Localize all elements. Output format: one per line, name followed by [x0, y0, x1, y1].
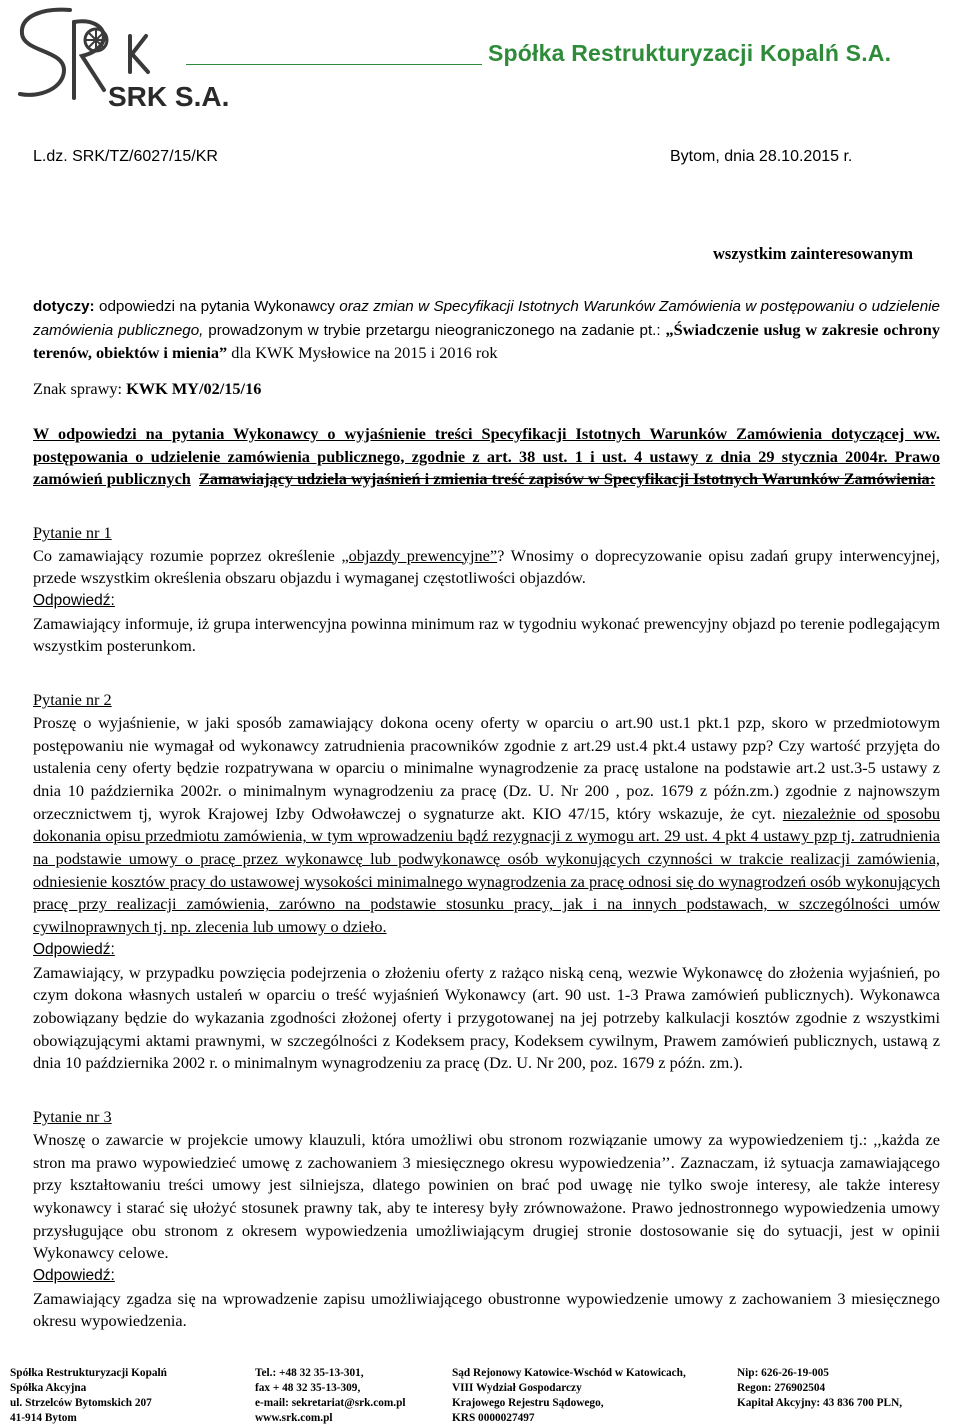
- q1-answer: Zamawiający informuje, iż grupa interwencyjna powinna minimum raz w tygodniu wykonać prewencyjny objazd po terenie podlegającym wszystkim posterunkom.: [33, 613, 940, 656]
- intro-paragraph: [33, 423, 940, 491]
- footer-line: e-mail: sekretariat@srk.com.pl: [255, 1397, 406, 1410]
- subject-title: „Świadczenie usług w zakresie ochrony terenów, obiektów i mienia”: [33, 319, 940, 363]
- subject-text-5: dla KWK Mysłowice na 2015 i 2016 rok: [227, 343, 498, 363]
- footer-line: Spółka Akcyjna: [10, 1382, 87, 1395]
- footer-contact: [255, 1366, 406, 1426]
- q3-answer: Zamawiający zgadza się na wprowadzenie zapisu umożliwiającego obustronne wypowiedzenie umowy z zachowaniem 3 miesięcznego okresu wypowiedzenia.: [33, 1288, 940, 1331]
- footer-line: VIII Wydział Gospodarczy: [452, 1382, 582, 1395]
- q2-question-part1: Proszę o wyjaśnienie, w jaki sposób zamawiający dokona oceny oferty w oparciu o art.90 ust.1 pkt.1 pzp, skoro w przedmiotowym postępowaniu nie wymagał od wykonawcy zatrudnienia pracowników zgodnie z art.29 ust.4 pkt.4 ustawy pzp? Czy wartość przyjęta do ustalenia ceny oferty będzie rozpatrywana w oparciu o minimalne wynagrodzenie za pracę ustalone na podstawie art.2 ust.3-5 ustawy z dnia 10 października 2002r. o minimalnym wynagrodzeniu za pracę (Dz. U. Nr 200 , poz. 1679 z późn.zm.) zgodnie z najnowszym orzecznictwem tj, wyrok Krajowej Izby Odwoławczej o sygnaturze akt. KIO 47/15, który wskazuje, że cyt.: [33, 712, 940, 823]
- subject-paragraph: [33, 296, 940, 366]
- intro-underlined: W odpowiedzi na pytania Wykonawcy o wyjaśnienie treści Specyfikacji Istotnych Warunków Zamówienia dotyczącej ww. postępowania o udzielenie zamówienia publicznego, zgodnie z art. 38 ust. 1 i ust. 4 ustawy z dnia 29 stycznia 2004r. Prawo zamówień publicznych: [33, 423, 940, 489]
- footer-line: Sąd Rejonowy Katowice-Wschód w Katowicach,: [452, 1367, 686, 1379]
- footer-line: ul. Strzelców Bytomskich 207: [10, 1397, 152, 1410]
- footer-line: KRS 0000027497: [452, 1412, 535, 1425]
- q2-answer-label: Odpowiedź:: [33, 940, 115, 958]
- footer-line: Nip: 626-26-19-005: [737, 1367, 829, 1379]
- reference-number: L.dz. SRK/TZ/6027/15/KR: [33, 148, 218, 165]
- header-rule: [186, 64, 482, 65]
- q1-question-part2: ? Wnosimy o doprecyzowanie opisu zadań grupy interwencyjnej, przede wszystkim określenia obszaru objazdu i wymaganej częstotliwości objazdów.: [33, 545, 940, 588]
- q2-heading: Pytanie nr 2: [33, 690, 112, 710]
- footer-financial: [737, 1366, 902, 1411]
- footer-line: www.srk.com.pl: [255, 1412, 333, 1425]
- q1-answer-label: Odpowiedź:: [33, 592, 115, 610]
- document-date: Bytom, dnia 28.10.2015 r.: [670, 148, 853, 165]
- footer-line: Tel.: +48 32 35-13-301,: [255, 1367, 364, 1379]
- footer-line: Kapitał Akcyjny: 43 836 700 PLN,: [737, 1397, 903, 1410]
- q2-question: [33, 712, 940, 939]
- q3-question: Wnoszę o zawarcie w projekcie umowy klauzuli, która umożliwi obu stronom rozwiązanie umowy za wypowiedzeniem tj.: ,,każda ze stron ma prawo wypowiedzieć umowę z zachowaniem 3 miesięcznego okresu wypowiedzenia’’. Zaznaczam, iż sytuacja zamawiającego przy kształtowaniu treści umowy jest silniejsza, dlatego powinien on brać pod uwagę nie tylko swoje interesy, ale także interesy wykonawcy i starać się ułożyć stosunek prawny tak, aby te interesy były zrównoważone. Prawo jednostronnego wypowiedzenia umowy przysługujące obu stronom z okresem wypowiedzenia umożliwiającym drugiej stronie dostosowanie się do sytuacji, jest w opinii Wykonawcy celowe.: [33, 1129, 940, 1263]
- srk-logo: [12, 2, 230, 112]
- subject-text-2: oraz zmian w Specyfikacji Istotnych Warunków Zamówienia w postępowaniu o udzielenie zamówienia publicznego,: [33, 298, 940, 339]
- q2-question-quote: niezależnie od sposobu dokonania opisu przedmiotu zamówienia, w tym wprowadzeniu bądź rezygnacji z wymogu art. 29 ust. 4 pkt 4 ustawy pzp tj. zatrudnienia na podstawie umowy o pracę przez wykonawcę lub podwykonawcę osób wykonujących czynności w trakcie realizacji zamówienia, odniesienie kosztów pracy do ustawowej wysokości minimalnego wynagrodzenia za pracę odnosi się do wynagrodzeń osób wykonujących pracę przy realizacji zamówienia, zarówno na podstawie stosunku pracy, jak i na innych podstawach, w szczególności umów cywilnoprawnych tj. np. zlecenia lub umowy o dzieło.: [33, 803, 940, 937]
- footer-line: 41-914 Bytom: [10, 1412, 77, 1425]
- recipient: wszystkim zainteresowanym: [713, 244, 913, 263]
- q1-question-part1: Co zamawiający rozumie poprzez określenie: [33, 545, 342, 565]
- intro-struck: Zamawiający udziela wyjaśnień i zmienia treść zapisów w Specyfikacji Istotnych Warunków Zamówienia:: [199, 469, 936, 489]
- q3-answer-label: Odpowiedź:: [33, 1267, 115, 1285]
- footer-line: Spółka Restrukturyzacji Kopalń: [10, 1367, 167, 1379]
- case-number-label: Znak sprawy:: [33, 379, 127, 399]
- q1-heading: Pytanie nr 1: [33, 522, 112, 542]
- subject-label: dotyczy:: [33, 298, 95, 315]
- logo-text: SRK S.A.: [108, 81, 230, 112]
- subject-text-1: odpowiedzi na pytania Wykonawcy: [94, 298, 340, 315]
- subject-text-3: prowadzonym w trybie przetargu nieograniczonego na zadanie pt.:: [203, 321, 666, 339]
- q2-answer: Zamawiający, w przypadku powzięcia podejrzenia o złożeniu oferty z rażąco niską ceną, wezwie Wykonawcę do złożenia wyjaśnień, po czym dokona własnych ustaleń w oparciu o treść wyjaśnień Wykonawcy (art. 90 ust. 1-3 Prawa zamówień publicznych). Wykonawca zobowiązany będzie do wykazania zgodności złożonej oferty i przygotowanej na jej potrzeby kalkulacji kosztów zgodnie z wszystkimi obowiązującymi aktami prawnymi, w szczególności z Kodeksem pracy, Kodeksem cywilnym, Prawem zamówień publicznych, ustawą z dnia 10 października 2002 r. o minimalnym wynagrodzeniu za pracę (Dz. U. Nr 200, poz. 1679 z późn. zm.).: [33, 962, 940, 1073]
- footer-registry: [452, 1366, 686, 1426]
- footer-line: Regon: 276902504: [737, 1382, 826, 1395]
- footer-company: [10, 1366, 167, 1426]
- case-number-value: KWK MY/02/15/16: [126, 379, 262, 399]
- case-number: [33, 378, 940, 401]
- footer: [0, 1366, 960, 1428]
- footer-line: Krajowego Rejestru Sądowego,: [452, 1397, 604, 1410]
- footer-line: fax + 48 32 35-13-309,: [255, 1382, 361, 1395]
- letter-body: [33, 296, 940, 1333]
- q1-question-term: „objazdy prewencyjne”: [341, 545, 498, 565]
- q1-question: [33, 545, 940, 590]
- q3-heading: Pytanie nr 3: [33, 1107, 112, 1127]
- company-name: Spółka Restrukturyzacji Kopalń S.A.: [488, 40, 892, 66]
